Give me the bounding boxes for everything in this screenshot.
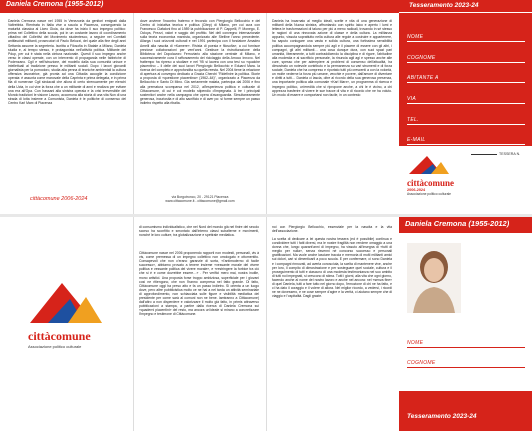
card-season: Tesseramento 2023-24 xyxy=(407,413,477,420)
street-field[interactable]: VIA xyxy=(407,93,525,104)
name-field[interactable]: NOME xyxy=(407,337,525,348)
name-field[interactable]: NOME xyxy=(407,31,525,42)
card-footer xyxy=(399,146,532,214)
bio-text-col1: Daniela Cremona nasce nel 1955 in Venezuela da genitori emigrati dalla Valtrebbia. Rientrata in Italia vive a scuola a Piacenza, conseguendo la maturità classica al Liceo Gioia, da dove ha inizio il suo impegno politico: prima nel Collettivo della scuola, poi in un costante lavoro di coordinamento cittadino dei Collettivi dei Movimento studentesco, a seguire nei Comitati antifascisti militanti, prosecutori di Paolo Beluzzi, del quale alla fine degli anni Settanta assume la segreteria. Iscritta a Filosofia in Statale a Milano, Daniela studia e, al tempo stesso, è protagonista nell'attività politica. Militante del Pdup, per cui è stata nella cintura nazionale. Questi il suo impegno anche verso le classi operaie, con un intervento di propaganda nelle fabbriche di Podenzano. Cgil e nell'istruzione, del modello dalla sua comunità unisce e intellettuali al tradizione presso le militanti sociali. Dopo i lavori giovanili giornalista per la pomodoro, studia alla penna di tecniche ambientali la cultura offensiva lavoratrice, già pronta ad una Cittadia accoglie la condizione operaia: è assunta come manovale della Caprinta e prima delegata, e in prima fila di numerose Cgil sindacali che allora di certo strenuamente per elenchi della Ucta, in cui vive la forza che a un militante di anni e realizza per evitare una era all'Opa. Con Irassani alla sinistra operaia e la crisi irreversibile del Mondo tradizioni le visione Lavoro, accomuna alla storia di una vita Non di una strada di lotta insieme a Comunista, Daniela è le politiche di consenso del Centro Karl Marx di Piacenza xyxy=(8,19,126,105)
header-bar xyxy=(399,217,532,233)
contact-line: www.cittacomune.it - cittacomune@gmail.com xyxy=(165,199,235,204)
dedication-intro: noi con Piergiorgio Bellocchio, essenziale per la nascita e la vita dell'associazione. xyxy=(272,225,392,234)
address-block xyxy=(141,195,259,203)
panel-bio-2 xyxy=(133,0,266,214)
header-bar-continued xyxy=(133,0,266,13)
bio-text-col3: Daniela ha incarnato al meglio ideali, scelte e vita di una generazione di militanti della Nuova sinistra, affrontando con spirito laico e aperto i lumi e lettera le trasformazioni di taluno per più a meno radicali, trovando in sé stesso le ragioni di una rinnovata azione di classe e della cultura. La militanza appunto, vissuta soprattutto nella cultura alle regole a costruire e appartenere, ha saputo coniugare una vasta e solida cultura, una fortissima sensibilità politica accompagnandola sempre più agli e il piacere di essere con gli altri, i compagni, gli altri militanti… una cosa dunque dura, con suoi spazi pari umanità, liberamente, a tutti contraddicendo la disciplina e di rigore, l'abitudine alla modestia e al sacrificio personale, la rinuncia agli agi e spesso anche alle cure, spesso che per adempiere ai problemi di consenso dell'attualità, ha dimostrato un notevole contributo e la permanenza su vari strumenti e di forza sociale, Daniela che ha compreso e riportato tutti più crescenti a con la volontà, un molte vederne la forza più umane, vecchie e povere, dall'amore di diventare e diritti a tutti… Daniela ci lascia, oltre al ricordo della sua generosa presenza, una importante politica alla comunale «Karl Marx», un programma di ricerca e impegno politico, un'eredità che si ripropone anche, a chi le è vicino, a chi apprezza trasferire di vivere le sue tracce di vita e di ricordo che ne ha voluto. Un modo di essere e comportarsi non facile, in un contesto xyxy=(272,19,392,97)
panel-bio-1 xyxy=(0,0,133,214)
portrait-photo xyxy=(407,243,461,313)
email-field[interactable]: E-MAIL xyxy=(407,134,525,145)
phone-field[interactable]: TEL. xyxy=(407,114,525,125)
header-bar xyxy=(0,0,133,13)
association-text: Cittàcomune nasce nel 2006 proponendo rapporti non modesti, personali, vis à vis, come premessa di un impegno collettivo non omologato e ottomentito. Consapevoli che non c'erano garanzie di sorta, «l'antimoderno di facile successo», abbiamo provato a tenere insieme «vessante morale del vivere politica e vessante politica del vivere morale», e «restringere la forbice tra ciò che si è e come dovrebbe essere…» . Per verifici mero mai, nostra inutile, mono artistici. Una proposta forse troppo ambiziosa, superficiale per i giovani così ne ritiengono, che non l'hanno compresa nel fatto grande. Di fatto, Cittàcomune oggi ha preso atto e fa un passo indietro. Si orienta a un luogo dove, pero altre pubblicistica molto ce ne hai a nel tarda un attività seminariale di approfondimento, non schiacciata sulle figure e visibilità mediatica del presidente per come sarà al comuni non ne bene. lamtranno a Cittàcomune) dall'altro a non disperdere e valorizzare il molto già fatto, in primis attraverso pubblicazioni a stampa, a partire dalla ricerca di Daniela Cremona sui «quaderni piacentini» del resto, ma ancora un'ideale si mirano a concretizzare l'impegno e testimone di Cittàcomune. xyxy=(139,251,259,317)
header-bar-continued-2 xyxy=(266,0,399,13)
logo-text-large: cittàcomune Associazione politico culturale xyxy=(28,329,91,349)
surname-field[interactable]: COGNOME xyxy=(407,357,525,368)
tessera-label: TESSERA N. xyxy=(499,152,521,156)
logo-text: cittàcomune 2006-2024 Associazione politico culturale xyxy=(407,178,454,196)
logo-large-icon xyxy=(28,279,104,325)
panel-text-1 xyxy=(133,217,266,431)
header-name: Daniela Cremona (1955-2012) xyxy=(405,219,510,228)
header-name: Daniela Cremona (1955-2012) xyxy=(6,1,104,8)
card-footer-bar xyxy=(399,391,532,431)
membership-card xyxy=(399,0,532,214)
tessera-line xyxy=(471,154,497,155)
dedication-text: La scelta di dedicare a lei questa nostra tessera (ed è possibile) continua e condividere tutti i fatti diversi, ma le nostre fragilità non rendere omaggio a una donna che, lungo quarant'anni di impegno, ha vissuto all'insegna di «tutti di meglio per nulla», senza risvenni né concorso successo e personali gratificazioni. Ma vuole anche lasciare traccia e memoria di molti militanti amici sui dolori, cari si dimenticarli a poco scuola. E per confermare, ci sono Daniela e i compagni rinnovati, ad averla conosciuta, la scelta di mantenere vive, anche per loro, il compito di dimostrazione e per sosteguare quel sociale, cultura e il proseguimento di tutti e ciascuno di una modesta testimonianza nel suo ambito di tutti noi impegnati, si crescono di stima. Tutti i giorni, alla vita che ogni giorno, facendo anche al nome del nostro lavoro e anche nel ancora: nel «senza fine» di quel Daniela, tutti a fare tutto nel giorno dopo, l'emozione di chi ne ha fatto, e ci ha dato il coraggio e il volere di allora. Nel miglior ricordo, a vedersi, i ricordi ne ne dovessero, e ne cose sempre d'agire e la verità, ci aiutano sempre che di viaggio e l'ospitalità. Dagli grazie. xyxy=(272,237,392,299)
card-inner-side xyxy=(0,217,532,431)
panel-text-2 xyxy=(266,217,399,431)
city-field[interactable]: ABITANTE A xyxy=(407,72,525,83)
panel-bio-3 xyxy=(266,0,399,214)
intro-text: di consumismo individualistico, che nel Nord del mondo già nel finire del secolo scorso ha sconfitto e smontato dall'interno classi subalterne e movimenti, nonché le loro culture, tra globalizzazione e spettrale mediatica. xyxy=(139,225,259,238)
surname-field[interactable]: COGNOME xyxy=(407,52,525,63)
footer-left: cittàcomune 2006-2024 xyxy=(30,196,88,202)
logo-mark-icon xyxy=(407,154,451,176)
card-title: Tesseramento 2023-24 xyxy=(409,2,479,9)
panel-logo xyxy=(0,217,133,431)
divider xyxy=(399,12,532,13)
address-line: via Borgotronco, 20 - 29121 Piacenza xyxy=(171,195,229,199)
bio-text-col2: dove avviene l'incontro fraterno e fecondo con Piergiorgio Bellocchio e del Centro di iniziativa teorica e politica (Citep) di Milano, per cui cura con Francesco Ciafaloni fino al 1989 la pubblicazione di P. Cappelli, P. Monego, E. Ocloya, Prezzi, valori e saggio del profitto. Nel dell convegno internazionale sulla teoria economica marxista, organizzato alle Stelline l'anno precedente. Allarga i suoi orizzonti culturali e nel 1991 partecipa con il fondatore Amadeo Amelli alla nascita di «Kamere». Rivista di poesia e filosofia», a cui fornisce preziose collaborazioni per vent'anni. Gestisce la ristrutturazione della Biblioteca del Dopolavoro Ferroviario alla stazione centrale di Milano, e successivamente cura il rafforzamento dei riciclaggio della Amoco Innovo. Nel frattempo ha ripreso a studiare e nel '95 si laurea con una tesi su «qualche piacentino – il delle dei suoi lavori Piergiorgio Bellocchio e Eduard Mara. la ricerca del completo e approfondita su quella reesta. Nel 2004 tiene la relazione di apertura al convegno dedicato a Grazia Cherchi "Ridefinire la politica. Storie a proposta di «questione piacentina» (1962–64)", organizzato a Piacenza da Bellocchio e Santo Di Mino. Gia seriamente malata, partecipa dal 2006 e fino alla prematura scomparsa nel 2012, all'esperienza politica e culturale di Cittacomune, di cui è col modello stipendio d'impegnata. A tre i principali sostenitori anche nella campagna che opera d'avanguardia. Simultaneamente generosa, incuriosita e di alto sacrificio e di aver po: si forme sempre un passo indietro rispetto alla ribalta. xyxy=(140,19,260,105)
portrait-card xyxy=(399,217,532,431)
card-outer-side xyxy=(0,0,532,214)
